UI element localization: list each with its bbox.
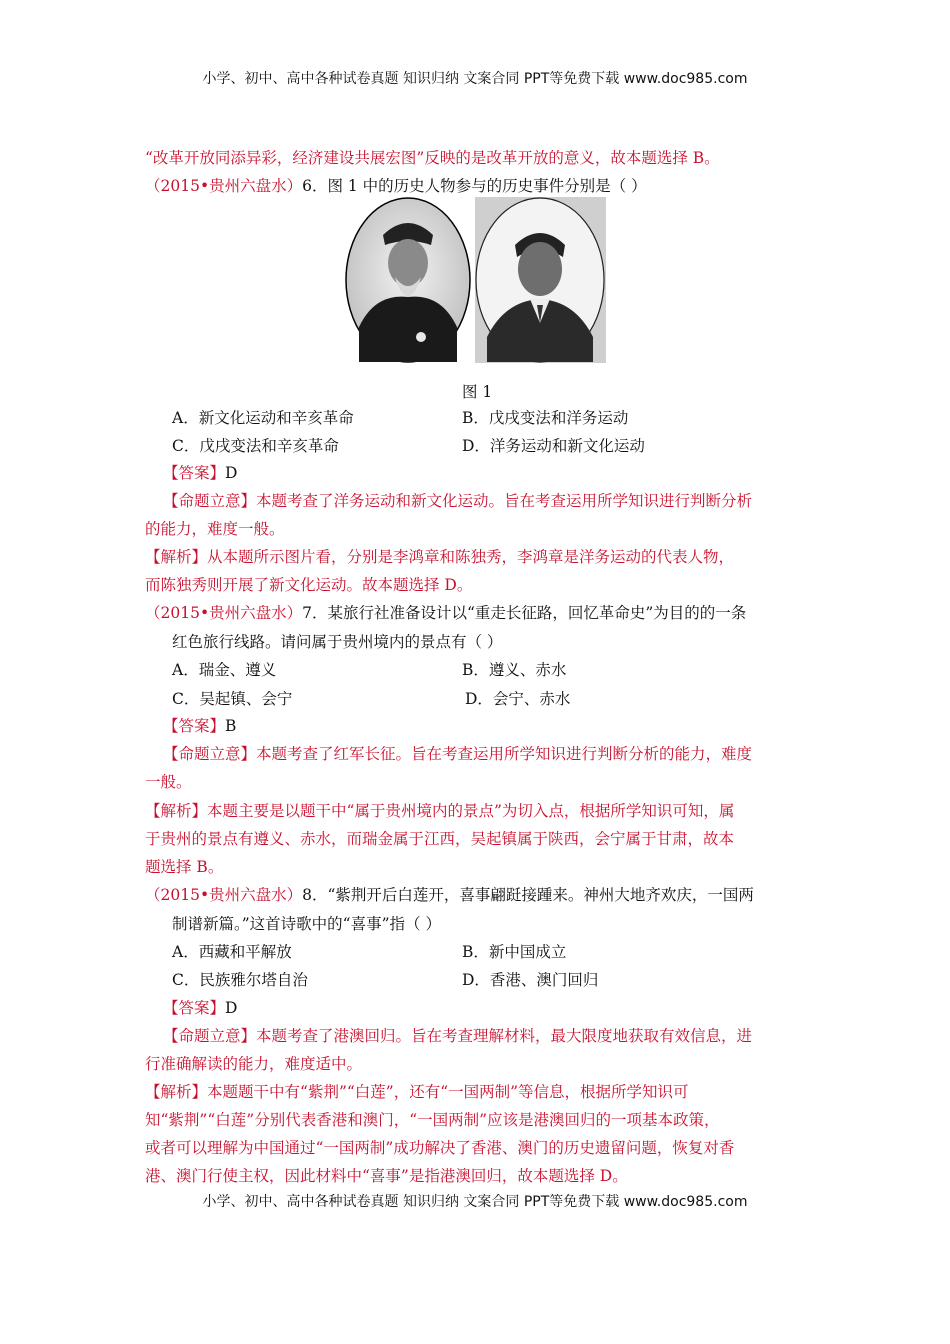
- q7-intent-tag: 【命题立意】: [163, 745, 257, 763]
- q6-answer-value: D: [225, 464, 238, 482]
- q7-answer-value: B: [225, 717, 237, 735]
- q8-intent-line-2: 行准确解读的能力，难度适中。: [145, 1055, 363, 1073]
- q7-answer-tag: 【答案】: [163, 717, 226, 735]
- q7-intent-line-2: 一般。: [145, 773, 192, 791]
- q6-option-c: C．戊戌变法和辛亥革命: [172, 437, 339, 455]
- q8-analysis-line-4: 港、澳门行使主权，因此材料中“喜事”是指港澳回归，故本题选择 D。: [145, 1167, 628, 1185]
- intro-line: “改革开放同添异彩，经济建设共展宏图”反映的是改革开放的意义，故本题选择 B。: [145, 149, 720, 167]
- q7-analysis: [145, 800, 734, 822]
- q7-analysis-line-1: 本题主要是以题干中“属于贵州境内的景点”为切入点，根据所学知识可知，属: [207, 802, 735, 820]
- q8-analysis-line-1: 本题题干中有“紫荆”“白莲”，还有“一国两制”等信息，根据所学知识可: [207, 1083, 689, 1101]
- q8-intent-line-1: 本题考查了港澳回归。旨在考查理解材料，最大限度地获取有效信息，进: [256, 1027, 753, 1045]
- q8-stem: [145, 884, 754, 906]
- q8-answer-tag: 【答案】: [163, 999, 226, 1017]
- q7-source: （2015•贵州六盘水）: [145, 604, 303, 622]
- q6-answer: [163, 462, 237, 484]
- q6-analysis: [145, 546, 734, 568]
- q8-stem-line-1: 8．“紫荆开后白莲开，喜事翩跹接踵来。神州大地齐欢庆，一国两: [302, 886, 754, 904]
- q8-analysis-line-3: 或者可以理解为中国通过“一国两制”成功解决了香港、澳门的历史遗留问题，恢复对香: [145, 1139, 735, 1157]
- figure-photo-li-hongzhang: [345, 197, 471, 363]
- q6-analysis-line-2: 而陈独秀则开展了新文化运动。故本题选择 D。: [145, 576, 473, 594]
- q6-stem: [145, 175, 647, 197]
- q8-source: （2015•贵州六盘水）: [145, 886, 303, 904]
- q7-option-a: A．瑞金、遵义: [172, 661, 277, 679]
- q6-stem-text: 6．图 1 中的历史人物参与的历史事件分别是（ ）: [302, 177, 647, 195]
- q7-option-d: D．会宁、赤水: [465, 690, 571, 708]
- q7-answer: [163, 715, 236, 737]
- q7-option-c: C．吴起镇、会宁: [172, 690, 293, 708]
- q8-intent-tag: 【命题立意】: [163, 1027, 257, 1045]
- q8-option-b: B．新中国成立: [462, 943, 567, 961]
- q8-analysis: [145, 1081, 689, 1103]
- q8-analysis-line-2: 知“紫荆”“白莲”分别代表香港和澳门，“一国两制”应该是港澳回归的一项基本政策，: [145, 1111, 720, 1129]
- q6-option-b: B．戊戌变法和洋务运动: [462, 409, 629, 427]
- q8-stem-line-2: 制谱新篇。”这首诗歌中的“喜事”指（ ）: [172, 915, 441, 933]
- figure-photo-chen-duxiu: [475, 197, 606, 363]
- q7-intent: [163, 743, 752, 765]
- q8-answer-value: D: [225, 999, 238, 1017]
- q6-intent: [163, 490, 752, 512]
- q7-stem: [145, 602, 746, 624]
- q6-analysis-tag: 【解析】: [145, 548, 208, 566]
- q6-option-a: A．新文化运动和辛亥革命: [172, 409, 354, 427]
- q6-source: （2015•贵州六盘水）: [145, 177, 303, 195]
- q7-analysis-line-2: 于贵州的景点有遵义、赤水，而瑞金属于江西，吴起镇属于陕西，会宁属于甘肃，故本: [145, 830, 735, 848]
- q8-option-d: D．香港、澳门回归: [462, 971, 599, 989]
- q8-intent: [163, 1025, 752, 1047]
- q8-option-a: A．西藏和平解放: [172, 943, 292, 961]
- q6-analysis-line-1: 从本题所示图片看，分别是李鸿章和陈独秀，李鸿章是洋务运动的代表人物，: [207, 548, 735, 566]
- q6-intent-tag: 【命题立意】: [163, 492, 257, 510]
- q7-intent-line-1: 本题考查了红军长征。旨在考查运用所学知识进行判断分析的能力，难度: [256, 745, 753, 763]
- q7-analysis-tag: 【解析】: [145, 802, 208, 820]
- q7-option-b: B．遵义、赤水: [462, 661, 567, 679]
- q6-answer-tag: 【答案】: [163, 464, 226, 482]
- q6-intent-line-1: 本题考查了洋务运动和新文化运动。旨在考查运用所学知识进行判断分析: [256, 492, 753, 510]
- q7-stem-line-1: 7．某旅行社准备设计以“重走长征路，回忆革命史”为目的的一条: [302, 604, 747, 622]
- q8-analysis-tag: 【解析】: [145, 1083, 208, 1101]
- figure-caption: 图 1: [462, 383, 493, 401]
- q7-analysis-line-3: 题选择 B。: [145, 858, 224, 876]
- q8-answer: [163, 997, 237, 1019]
- q7-stem-line-2: 红色旅行线路。请问属于贵州境内的景点有（ ）: [172, 633, 503, 651]
- q6-option-d: D．洋务运动和新文化运动: [462, 437, 645, 455]
- page-header: 小学、初中、高中各种试卷真题 知识归纳 文案合同 PPT等免费下载 www.doc985.com: [202, 71, 748, 87]
- q8-option-c: C．民族雅尔塔自治: [172, 971, 308, 989]
- page-footer: 小学、初中、高中各种试卷真题 知识归纳 文案合同 PPT等免费下载 www.doc985.com: [202, 1194, 748, 1210]
- q6-intent-line-2: 的能力，难度一般。: [145, 520, 285, 538]
